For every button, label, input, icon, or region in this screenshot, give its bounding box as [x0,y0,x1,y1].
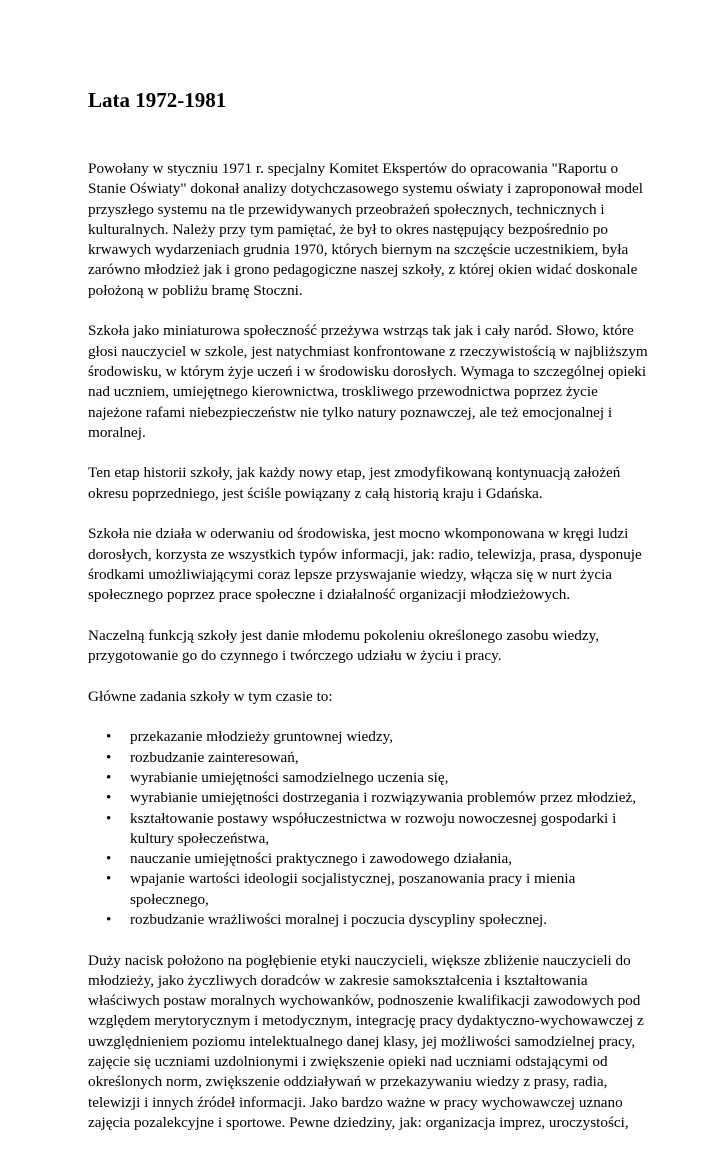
task-list [88,727,650,930]
list-item-text: rozbudzanie wrażliwości moralnej i poczucia dyscypliny społecznej. [130,910,548,928]
list-item-text: wyrabianie umiejętności dostrzegania i rozwiązywania problemów przez młodzież, [130,789,637,807]
paragraph-etap-historii: Ten etap historii szkoły, jak każdy nowy etap, jest zmodyfikowaną kontynuacją założeń okresu poprzedniego, jest ściśle powiązany z całą historią kraju i Gdańska. [88,464,621,502]
bullet-icon: • [106,850,112,868]
list-item-text: nauczanie umiejętności praktycznego i zawodowego działania, [130,850,513,868]
list-item [106,788,650,808]
paragraph-szkola-spolecznosc: Szkoła jako miniaturowa społeczność przeżywa wstrząs tak jak i cały naród. Słowo, które głosi nauczyciel w szkole, jest natychmiast konfrontowane z rzeczywistością w najbliższym środowisku, w którym żyje uczeń i w środowisku dorosłych. Wymaga to szczególnej opieki nad uczniem, umiejętnego kierownictwa, troskliwego przewodnictwa poprzez życie najeżone rafami niebezpieczeństw nie tylko natury poznawczej, ale też emocjonalnej i moralnej. [88,322,648,441]
list-item [106,849,650,869]
bullet-icon: • [106,789,112,807]
document-body [88,159,650,1154]
paragraph-naczelna-funkcja: Naczelną funkcją szkoły jest danie młodemu pokoleniu określonego zasobu wiedzy, przygotowanie go do czynnego i twórczego udziału w życiu i pracy. [88,626,600,665]
list-item-text: wyrabianie umiejętności samodzielnego uczenia się, [130,768,449,786]
list-item [106,727,650,747]
list-item [106,910,650,930]
bullet-icon: • [106,910,112,928]
paragraph-srodowisko: Szkoła nie działa w oderwaniu od środowiska, jest mocno wkomponowana w kręgi ludzi dorosłych, korzysta ze wszystkich typów informacji, jak: radio, telewizja, prasa, dysponuje środkami umożliwiającymi coraz lepsze przyswajanie wiedzy, włącza się w nurt życia społecznego poprzez prace społeczne i działalność organizacji młodzieżowych. [88,525,642,604]
paragraph-glowne-zadania: Główne zadania szkoły w tym czasie to: [88,687,333,705]
bullet-icon: • [106,870,112,888]
list-item-text: kształtowanie postawy współuczestnictwa w rozwoju nowoczesnej gospodarki i kultury społeczeństwa, [130,809,617,847]
bullet-icon: • [106,809,112,827]
paragraph-etyka-nauczycieli: Duży nacisk położono na pogłębienie etyki nauczycieli, większe zbliżenie nauczycieli do młodzieży, jako życzliwych doradców w zakresie samokształcenia i kształtowania właściwych postaw moralnych wychowanków, podnoszenie kwalifikacji zawodowych pod względem merytorycznym i metodycznym, integrację pracy dydaktyczno-wychowawczej z uwzględnieniem poziomu intelektualnego danej klasy, jej możliwości samodzielnej pracy, zajęcie się uczniami uzdolnionymi i zwiększenie opieki nad uczniami odstającymi od określonych norm, zwiększenie oddziaływań w przekazywaniu wiedzy z prasy, radia, telewizji i innych źródeł informacji. Jako bardzo ważne w pracy wychowawczej uznano zajęcia pozalekcyjne i sportowe. Pewne dziedziny, jak: organizacja imprez, uroczystości, [88,951,644,1131]
list-item [106,869,650,910]
list-item-text: wpajanie wartości ideologii socjalistycznej, poszanowania pracy i mienia społecznego, [130,870,576,908]
bullet-icon: • [106,728,112,746]
list-item [106,768,650,788]
bullet-icon: • [106,768,112,786]
list-item-text: rozbudzanie zainteresowań, [130,748,299,766]
page-title: Lata 1972-1981 [88,88,227,112]
list-item [106,748,650,768]
paragraph-komitet: Powołany w styczniu 1971 r. specjalny Komitet Ekspertów do opracowania "Raportu o Stanie Oświaty" dokonał analizy dotychczasowego systemu oświaty i zaproponował model przyszłego systemu na tle przewidywanych przeobrażeń społecznych, technicznych i kulturalnych. Należy przy tym pamiętać, że był to okres następujący bezpośrednio po krwawych wydarzeniach grudnia 1970, których biernym na szczęście uczestnikiem, była zarówno młodzież jak i grono pedagogiczne naszej szkoły, z której okien widać doskonale położoną w pobliżu bramę Stoczni. [88,160,643,299]
list-item-text: przekazanie młodzieży gruntownej wiedzy, [130,728,393,746]
list-item [106,809,650,850]
bullet-icon: • [106,748,112,766]
